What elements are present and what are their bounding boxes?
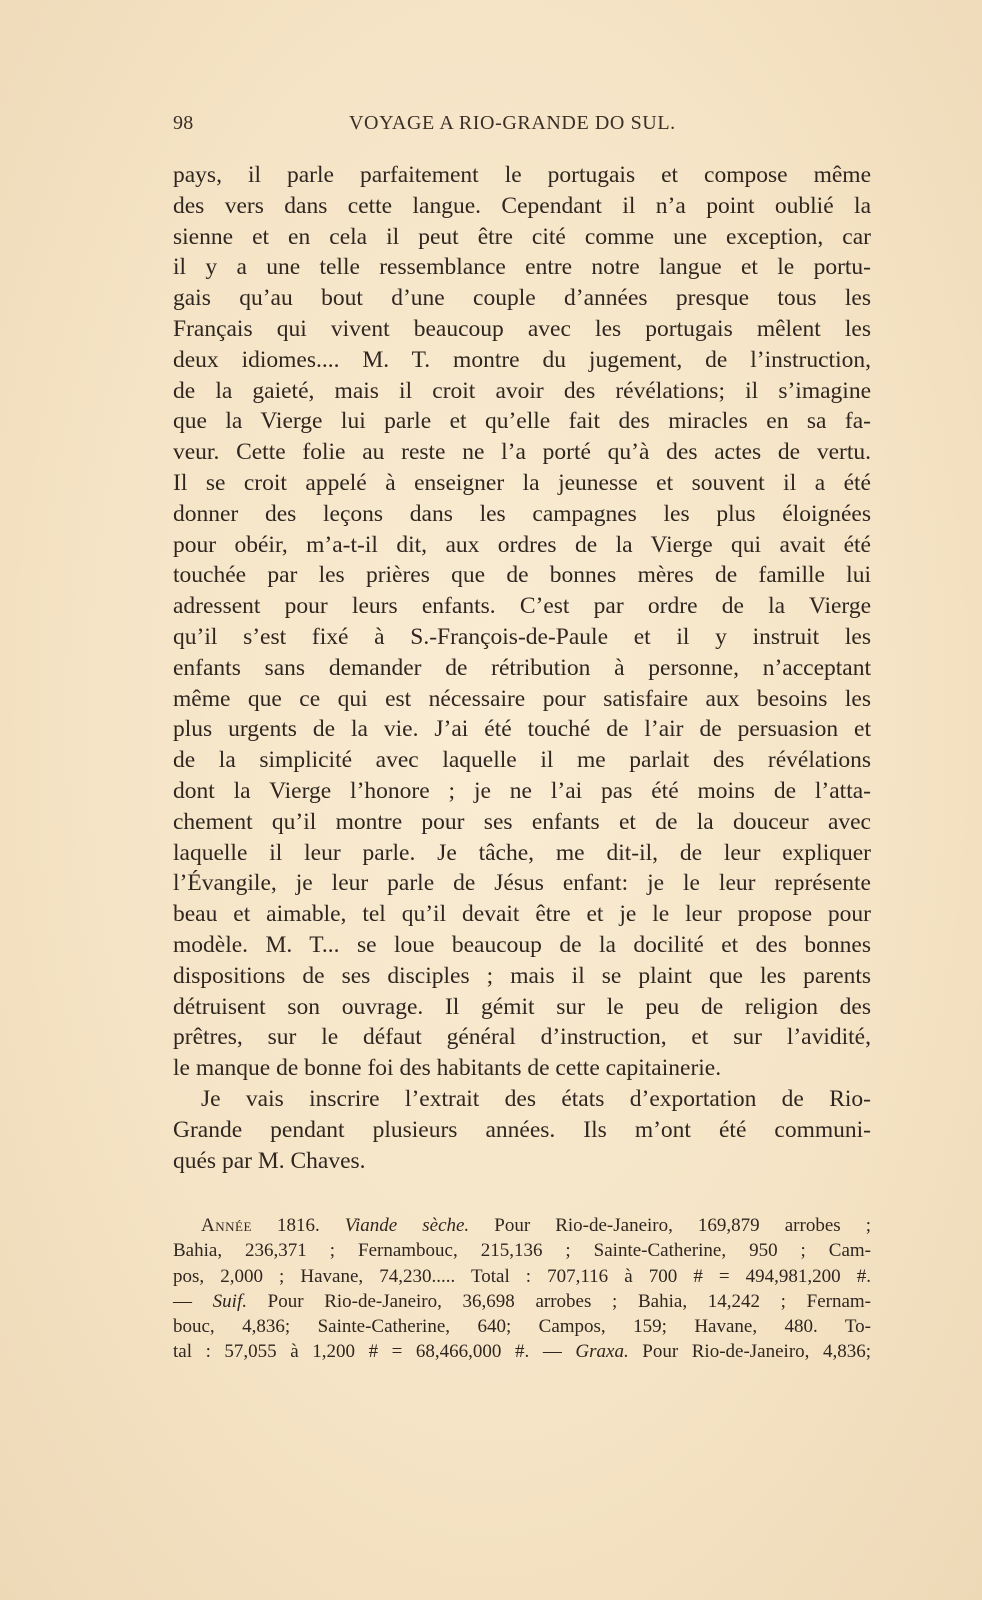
text-line: pour obéir, m’a-t-il dit, aux ordres de la Vierge qui avait été (173, 531, 871, 558)
note-line (173, 1289, 871, 1314)
text-line: Français qui vivent beaucoup avec les portugais mêlent les (173, 315, 871, 342)
text-line: laquelle il leur parle. Je tâche, me dit-il, de leur expliquer (173, 839, 871, 866)
note-line (173, 1339, 871, 1364)
note-item-graxa: Graxa. (575, 1341, 629, 1363)
text-line: deux idiomes.... M. T. montre du jugement, de l’instruction, (173, 346, 871, 373)
text-line: dispositions de ses disciples ; mais il se plaint que les parents (173, 962, 871, 989)
text-line: l’Évangile, je leur parle de Jésus enfant: je le leur représente (173, 870, 871, 897)
note-dash: — (173, 1290, 213, 1312)
second-paragraph (173, 1084, 871, 1176)
export-footnote (173, 1213, 871, 1364)
text-line: prêtres, sur le défaut général d’instruction, et sur l’avidité, (173, 1024, 871, 1051)
text-line: veur. Cette folie au reste ne l’a porté qu’à des actes de vertu. (173, 439, 871, 466)
text-line: gais qu’au bout d’une couple d’années presque tous les (173, 285, 871, 312)
note-text: Pour Rio-de-Janeiro, 36,698 arrobes ; Bahia, 14,242 ; Fernam- (246, 1290, 871, 1312)
note-year-label: Année (201, 1215, 252, 1237)
text-line: sienne et en cela il peut être cité comme une exception, car (173, 223, 871, 250)
book-page (173, 112, 871, 1364)
text-line: dont la Vierge l’honore ; je ne l’ai pas été moins de l’atta- (173, 777, 871, 804)
note-text: Pour Rio-de-Janeiro, 169,879 arrobes ; (494, 1215, 871, 1237)
text-line: des vers dans cette langue. Cependant il n’a point oublié la (173, 192, 871, 219)
note-item-viande: Viande sèche. (344, 1215, 470, 1237)
note-text: tal : 57,055 à 1,200 # = 68,466,000 #. — (173, 1341, 576, 1363)
text-line: Grande pendant plusieurs années. Ils m’ont été communi- (173, 1116, 871, 1143)
note-line: bouc, 4,836; Sainte-Catherine, 640; Campos, 159; Havane, 480. To- (173, 1316, 871, 1338)
note-item-suif: Suif. (212, 1290, 247, 1312)
text-line: le manque de bonne foi des habitants de cette capitainerie. (173, 1055, 722, 1082)
note-text: Pour Rio-de-Janeiro, 4,836; (628, 1341, 871, 1363)
text-line: chement qu’il montre pour ses enfants et de la douceur avec (173, 808, 871, 835)
page-number: 98 (173, 112, 194, 134)
text-line: enfants sans demander de rétribution à personne, n’acceptant (173, 654, 871, 681)
text-line: Il se croit appelé à enseigner la jeunesse et souvent il a été (173, 469, 871, 496)
text-line: adressent pour leurs enfants. C’est par ordre de la Vierge (173, 593, 871, 620)
text-line: détruisent son ouvrage. Il gémit sur le peu de religion des (173, 993, 871, 1020)
text-line: de la gaieté, mais il croit avoir des révélations; il s’imagine (173, 377, 871, 404)
text-line: que la Vierge lui parle et qu’elle fait des miracles en sa fa- (173, 408, 871, 435)
text-line: il y a une telle ressemblance entre notre langue et le portu- (173, 254, 871, 281)
text-line: qués par M. Chaves. (173, 1147, 366, 1174)
text-line: pays, il parle parfaitement le portugais et compose même (173, 162, 871, 188)
text-line: modèle. M. T... se loue beaucoup de la docilité et des bonnes (173, 931, 871, 958)
text-line: touchée par les prières que de bonnes mères de famille lui (173, 562, 871, 589)
text-line: qu’il s’est fixé à S.-François-de-Paule et il y instruit les (173, 623, 871, 650)
text-line: donner des leçons dans les campagnes les plus éloignées (173, 500, 871, 527)
running-title: VOYAGE A RIO-GRANDE DO SUL. (349, 112, 676, 134)
note-line: Bahia, 236,371 ; Fernambouc, 215,136 ; Sainte-Catherine, 950 ; Cam- (173, 1240, 871, 1262)
text-line: Je vais inscrire l’extrait des états d’exportation de Rio- (201, 1085, 871, 1112)
note-line (173, 1213, 871, 1238)
note-year: 1816. (276, 1215, 320, 1237)
text-line: beau et aimable, tel qu’il devait être et je le leur propose pour (173, 901, 871, 928)
text-line: de la simplicité avec laquelle il me parlait des révélations (173, 747, 871, 774)
note-line: pos, 2,000 ; Havane, 74,230..... Total : 707,116 à 700 # = 494,981,200 #. (173, 1265, 871, 1287)
text-line: plus urgents de la vie. J’ai été touché de l’air de persuasion et (173, 716, 871, 743)
main-paragraph (173, 160, 871, 1084)
text-line: même que ce qui est nécessaire pour satisfaire aux besoins les (173, 685, 871, 712)
running-header (173, 112, 871, 146)
